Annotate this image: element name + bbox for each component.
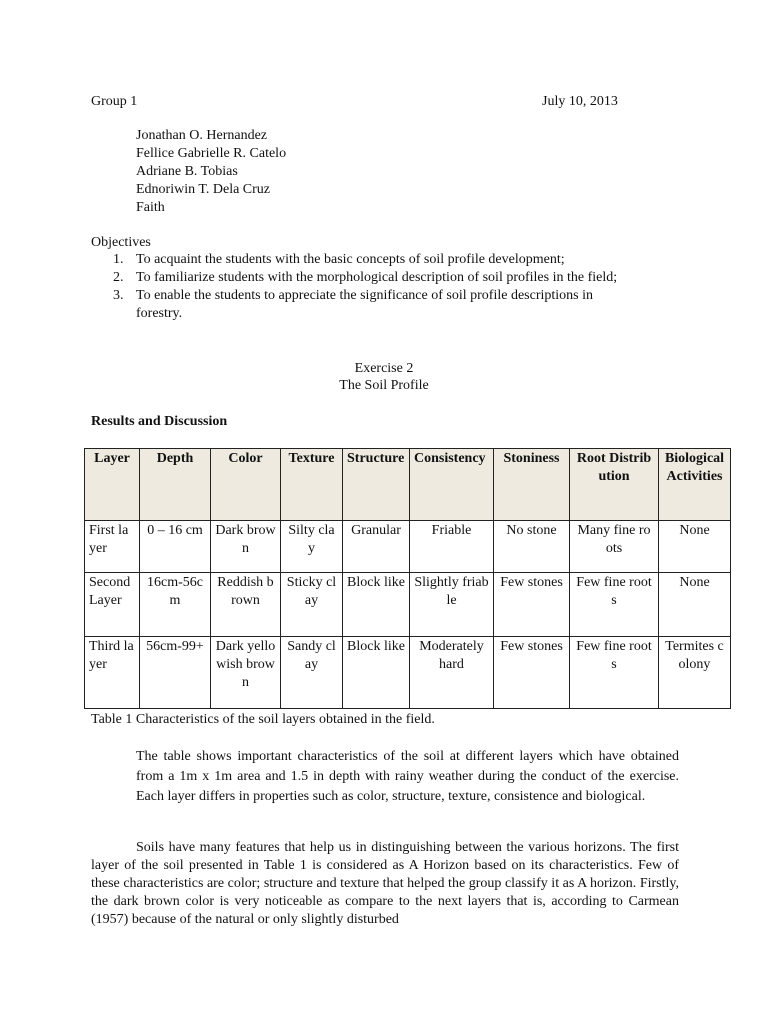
- table-cell: Sandy clay: [281, 637, 343, 709]
- table-header-cell: Depth: [140, 449, 211, 521]
- table-cell: Second Layer: [85, 573, 140, 637]
- member-name: Adriane B. Tobias: [136, 164, 238, 179]
- objective-number: 3.: [113, 288, 124, 303]
- table-cell: Few stones: [494, 637, 570, 709]
- body-paragraph: The table shows important characteristics of the soil at different layers which have obtained from a 1m x 1m area and 1.5 in depth with rainy weather during the conduct of the exercise. Each layer differs in properties such as color, structure, texture, consistence and biological.: [136, 749, 679, 804]
- results-heading: Results and Discussion: [91, 414, 228, 429]
- table-cell: Block like: [343, 637, 410, 709]
- table-cell: Few fine roots: [570, 573, 659, 637]
- document-date: July 10, 2013: [542, 94, 618, 109]
- table-cell: Block like: [343, 573, 410, 637]
- table-cell: Third layer: [85, 637, 140, 709]
- table-cell: Slightly friable: [410, 573, 494, 637]
- table-cell: Granular: [343, 521, 410, 573]
- table-row: [85, 573, 731, 637]
- member-name: Faith: [136, 200, 165, 215]
- table-cell: First layer: [85, 521, 140, 573]
- member-name: Ednoriwin T. Dela Cruz: [136, 182, 271, 197]
- table-cell: Termites colony: [659, 637, 731, 709]
- table-cell: Dark brown: [211, 521, 281, 573]
- table-caption: Table 1 Characteristics of the soil layers obtained in the field.: [91, 712, 435, 727]
- table-cell: Silty clay: [281, 521, 343, 573]
- table-cell: Reddish brown: [211, 573, 281, 637]
- table-header-cell: Layer: [85, 449, 140, 521]
- table-cell: Few stones: [494, 573, 570, 637]
- table-cell: 16cm-56cm: [140, 573, 211, 637]
- table-cell: None: [659, 573, 731, 637]
- table-cell: No stone: [494, 521, 570, 573]
- table-cell: Friable: [410, 521, 494, 573]
- objective-item: [91, 251, 691, 269]
- body-paragraph: Soils have many features that help us in distinguishing between the various horizons. The first layer of the soil presented in Table 1 is considered as A Horizon based on its characteristics. Few of these characteristics are color; structure and texture that helped the group classify it as A horizon. Firstly, the dark brown color is very noticeable as compare to the next layers that is, according to Carmean (1957) because of the natural or only slightly disturbed: [91, 840, 679, 927]
- group-label: Group 1: [91, 94, 138, 109]
- objective-text: To enable the students to appreciate the significance of soil profile descriptions in forestry.: [136, 288, 593, 321]
- objective-number: 2.: [113, 270, 124, 285]
- table-header-cell: Texture: [281, 449, 343, 521]
- table-cell: Few fine roots: [570, 637, 659, 709]
- table-header-cell: Color: [211, 449, 281, 521]
- table-cell: Dark yellowish brown: [211, 637, 281, 709]
- table-cell: Many fine roots: [570, 521, 659, 573]
- objective-item: [91, 269, 691, 287]
- objective-text: To familiarize students with the morphological description of soil profiles in the field;: [136, 270, 618, 285]
- table-row: [85, 637, 731, 709]
- table-cell: Moderately hard: [410, 637, 494, 709]
- table-header-row: [85, 449, 731, 521]
- table-header-cell: Structure: [343, 449, 410, 521]
- table-row: [85, 521, 731, 573]
- member-name: Jonathan O. Hernandez: [136, 128, 268, 143]
- table-header-cell: Root Distribution: [570, 449, 659, 521]
- objectives-list: [91, 251, 691, 323]
- table-header-cell: Biological Activities: [659, 449, 731, 521]
- table-header-cell: Consistency: [410, 449, 494, 521]
- member-name: Fellice Gabrielle R. Catelo: [136, 146, 287, 161]
- table-cell: None: [659, 521, 731, 573]
- member-list: [136, 127, 286, 217]
- objective-text: To acquaint the students with the basic concepts of soil profile development;: [136, 252, 565, 267]
- table-cell: 56cm-99+: [140, 637, 211, 709]
- table-header-cell: Stoniness: [494, 449, 570, 521]
- exercise-title: Exercise 2: [354, 361, 414, 376]
- soil-characteristics-table: [84, 448, 731, 709]
- objective-number: 1.: [113, 252, 124, 267]
- objective-item: [91, 287, 636, 323]
- exercise-subtitle: The Soil Profile: [339, 378, 429, 393]
- table-cell: Sticky clay: [281, 573, 343, 637]
- table-cell: 0 – 16 cm: [140, 521, 211, 573]
- objectives-heading: Objectives: [91, 235, 151, 250]
